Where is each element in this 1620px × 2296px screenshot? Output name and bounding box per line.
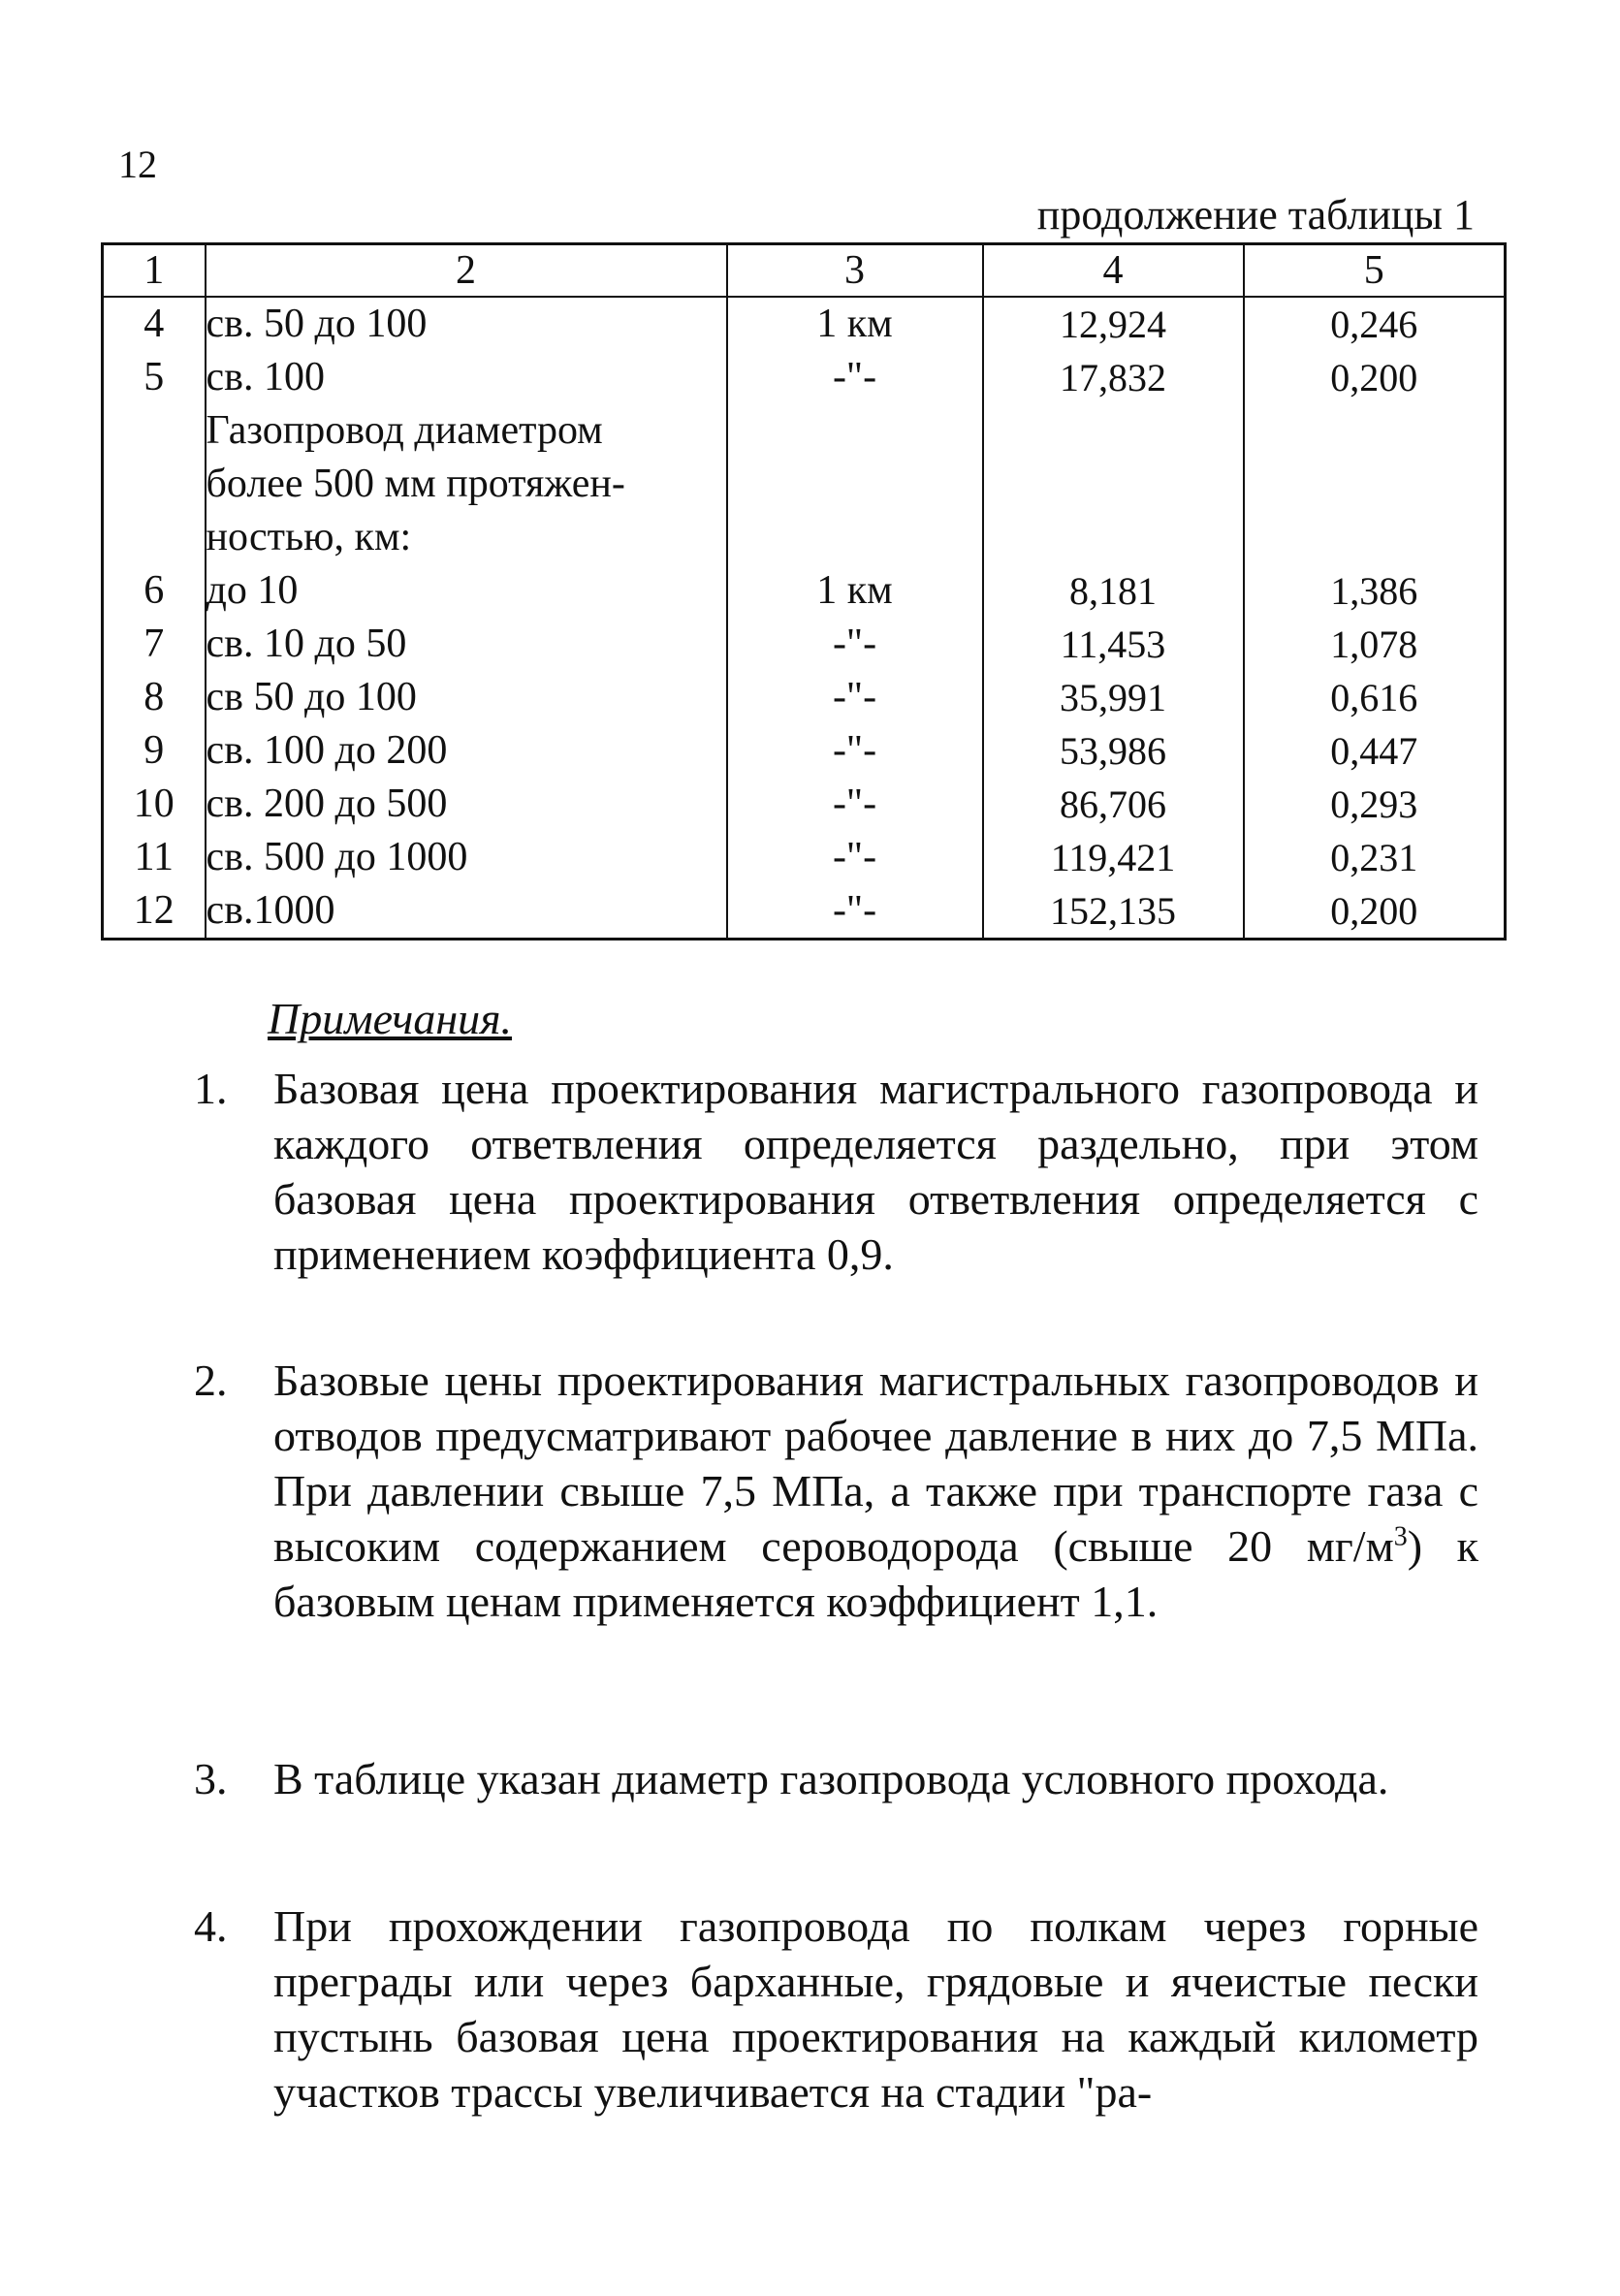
cell-unit: -"- xyxy=(727,618,983,671)
cell-b xyxy=(1244,511,1506,564)
cell-desc: св 50 до 100 xyxy=(206,671,727,724)
cell-unit xyxy=(727,458,983,511)
cell-b: 0,200 xyxy=(1244,884,1506,940)
table-row xyxy=(103,458,1506,511)
cell-b: 0,447 xyxy=(1244,724,1506,778)
note-number: 3. xyxy=(194,1754,228,1803)
cell-unit xyxy=(727,511,983,564)
cell-a: 35,991 xyxy=(983,671,1244,724)
cell-a: 12,924 xyxy=(983,297,1244,351)
cell-desc: ностью, км: xyxy=(206,511,727,564)
column-header: 1 xyxy=(103,244,206,298)
note-item xyxy=(194,1751,1478,1806)
price-table xyxy=(101,242,1507,941)
cell-unit: -"- xyxy=(727,724,983,778)
cell-num: 5 xyxy=(103,351,206,404)
table-header xyxy=(103,244,1506,298)
cell-a: 8,181 xyxy=(983,564,1244,618)
table-row xyxy=(103,884,1506,940)
table-row xyxy=(103,778,1506,831)
cell-desc: до 10 xyxy=(206,564,727,618)
cell-desc: св. 100 xyxy=(206,351,727,404)
note-item xyxy=(194,1898,1478,2120)
table-row xyxy=(103,671,1506,724)
cell-desc: св. 50 до 100 xyxy=(206,297,727,351)
note-number: 1. xyxy=(194,1064,228,1113)
note-text xyxy=(273,1353,1478,1629)
cell-a: 152,135 xyxy=(983,884,1244,940)
cell-desc: св. 100 до 200 xyxy=(206,724,727,778)
table-row xyxy=(103,351,1506,404)
cell-num: 8 xyxy=(103,671,206,724)
cell-a: 86,706 xyxy=(983,778,1244,831)
cell-unit: -"- xyxy=(727,671,983,724)
cell-b xyxy=(1244,458,1506,511)
notes-title: Примечания. xyxy=(268,994,513,1043)
page-number: 12 xyxy=(118,143,157,186)
note-item xyxy=(194,1061,1478,1282)
note-number: 2. xyxy=(194,1355,228,1405)
cell-num: 9 xyxy=(103,724,206,778)
table-row xyxy=(103,297,1506,351)
cell-unit: -"- xyxy=(727,884,983,940)
note-text: Базовая цена проектирования магистрального газопровода и каждого ответвления определяется раздельно, при этом базовая цена проектирования ответвления определяется с применением коэффициента 0,9. xyxy=(273,1064,1478,1279)
cell-num: 10 xyxy=(103,778,206,831)
cell-desc: св. 500 до 1000 xyxy=(206,831,727,884)
cell-a xyxy=(983,458,1244,511)
cell-num: 12 xyxy=(103,884,206,940)
cell-num: 6 xyxy=(103,564,206,618)
table-row xyxy=(103,724,1506,778)
note-item xyxy=(194,1353,1478,1629)
note-text: При прохождении газопровода по полкам через горные преграды или через барханные, грядовые и ячеистые пески пустынь базовая цена проектирования на каждый километр участков трассы увеличивается на стадии "ра- xyxy=(273,1901,1478,2117)
cell-b: 0,231 xyxy=(1244,831,1506,884)
cell-num: 4 xyxy=(103,297,206,351)
cell-b xyxy=(1244,404,1506,458)
column-header: 2 xyxy=(206,244,727,298)
superscript: 3 xyxy=(1393,1521,1408,1552)
note-text: В таблице указан диаметр газопровода условного прохода. xyxy=(273,1754,1389,1803)
note-number: 4. xyxy=(194,1901,228,1951)
cell-b: 0,616 xyxy=(1244,671,1506,724)
cell-b: 1,386 xyxy=(1244,564,1506,618)
table-caption: продолжение таблицы 1 xyxy=(1036,191,1475,239)
table-row xyxy=(103,564,1506,618)
cell-unit: -"- xyxy=(727,351,983,404)
cell-desc: св.1000 xyxy=(206,884,727,940)
cell-unit: -"- xyxy=(727,778,983,831)
column-header: 4 xyxy=(983,244,1244,298)
note-text-part: ) к базовым ценам применяется коэффициент 1,1. xyxy=(273,1521,1479,1626)
cell-desc: более 500 мм протяжен- xyxy=(206,458,727,511)
cell-num: 7 xyxy=(103,618,206,671)
cell-unit: 1 км xyxy=(727,564,983,618)
cell-num: 11 xyxy=(103,831,206,884)
cell-a: 53,986 xyxy=(983,724,1244,778)
cell-a xyxy=(983,511,1244,564)
cell-num xyxy=(103,458,206,511)
cell-a: 17,832 xyxy=(983,351,1244,404)
cell-b: 1,078 xyxy=(1244,618,1506,671)
cell-desc: св. 200 до 500 xyxy=(206,778,727,831)
column-header: 5 xyxy=(1244,244,1506,298)
cell-a: 119,421 xyxy=(983,831,1244,884)
cell-unit: -"- xyxy=(727,831,983,884)
header-row xyxy=(103,244,1506,298)
cell-unit xyxy=(727,404,983,458)
column-header: 3 xyxy=(727,244,983,298)
cell-unit: 1 км xyxy=(727,297,983,351)
cell-desc: св. 10 до 50 xyxy=(206,618,727,671)
table-row xyxy=(103,511,1506,564)
cell-b: 0,293 xyxy=(1244,778,1506,831)
cell-a: 11,453 xyxy=(983,618,1244,671)
cell-b: 0,246 xyxy=(1244,297,1506,351)
table-body xyxy=(103,297,1506,940)
cell-b: 0,200 xyxy=(1244,351,1506,404)
cell-a xyxy=(983,404,1244,458)
table-row xyxy=(103,618,1506,671)
table-row xyxy=(103,404,1506,458)
table-row xyxy=(103,831,1506,884)
cell-num xyxy=(103,404,206,458)
note-text-part: Базовые цены проектирования магистральных газопроводов и отводов предусматривают рабочее давление в них до 7,5 МПа. При давлении свыше 7,5 МПа, а также при транспорте газа с высоким содержанием сероводорода (свыше 20 мг/м xyxy=(273,1355,1478,1571)
cell-desc: Газопровод диаметром xyxy=(206,404,727,458)
cell-num xyxy=(103,511,206,564)
